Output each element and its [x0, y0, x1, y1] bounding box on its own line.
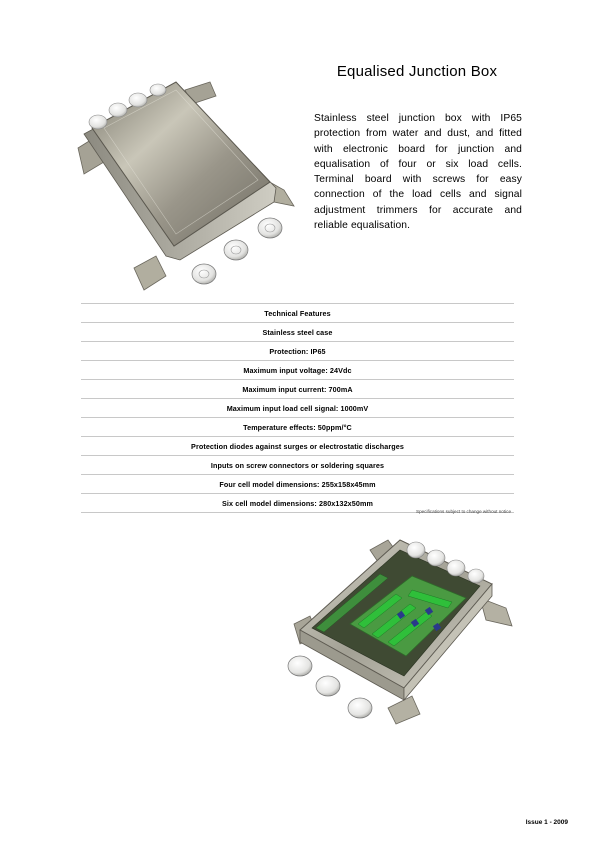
issue-label: Issue 1 - 2009 — [525, 819, 568, 826]
closed-junction-box-photo — [70, 78, 300, 296]
table-cell: Protection diodes against surges or electrostatic discharges — [81, 437, 514, 456]
page-title: Equalised Junction Box — [336, 63, 498, 80]
table-cell: Maximum input voltage: 24Vdc — [81, 361, 514, 380]
table-cell: Inputs on screw connectors or soldering squares — [81, 456, 514, 475]
open-junction-box-photo — [280, 528, 525, 733]
table-row — [81, 304, 514, 323]
technical-features-table — [81, 303, 514, 513]
table-row — [81, 342, 514, 361]
table-row — [81, 323, 514, 342]
table-cell: Maximum input current: 700mA — [81, 380, 514, 399]
product-description: Stainless steel junction box with IP65 protection from water and dust, and fitted with electronic board for junction and equalisation of four or six load cells. Terminal board with screws for easy connection of the load cells and signal adjustment trimmers for accurate and reliable equalisation. — [314, 113, 522, 232]
table-cell: Stainless steel case — [81, 323, 514, 342]
table-row — [81, 456, 514, 475]
table-row — [81, 418, 514, 437]
table-row — [81, 437, 514, 456]
table-cell: Temperature effects: 50ppm/°C — [81, 418, 514, 437]
table-cell: Four cell model dimensions: 255x158x45mm — [81, 475, 514, 494]
table-header: Technical Features — [81, 304, 514, 323]
specifications-note: Specifications subject to change without notice — [416, 509, 511, 514]
table-row — [81, 475, 514, 494]
table-cell: Maximum input load cell signal: 1000mV — [81, 399, 514, 418]
table-row — [81, 380, 514, 399]
table-row — [81, 399, 514, 418]
table-cell: Six cell model dimensions: 280x132x50mm — [81, 494, 514, 513]
table-row — [81, 361, 514, 380]
table-cell: Protection: IP65 — [81, 342, 514, 361]
